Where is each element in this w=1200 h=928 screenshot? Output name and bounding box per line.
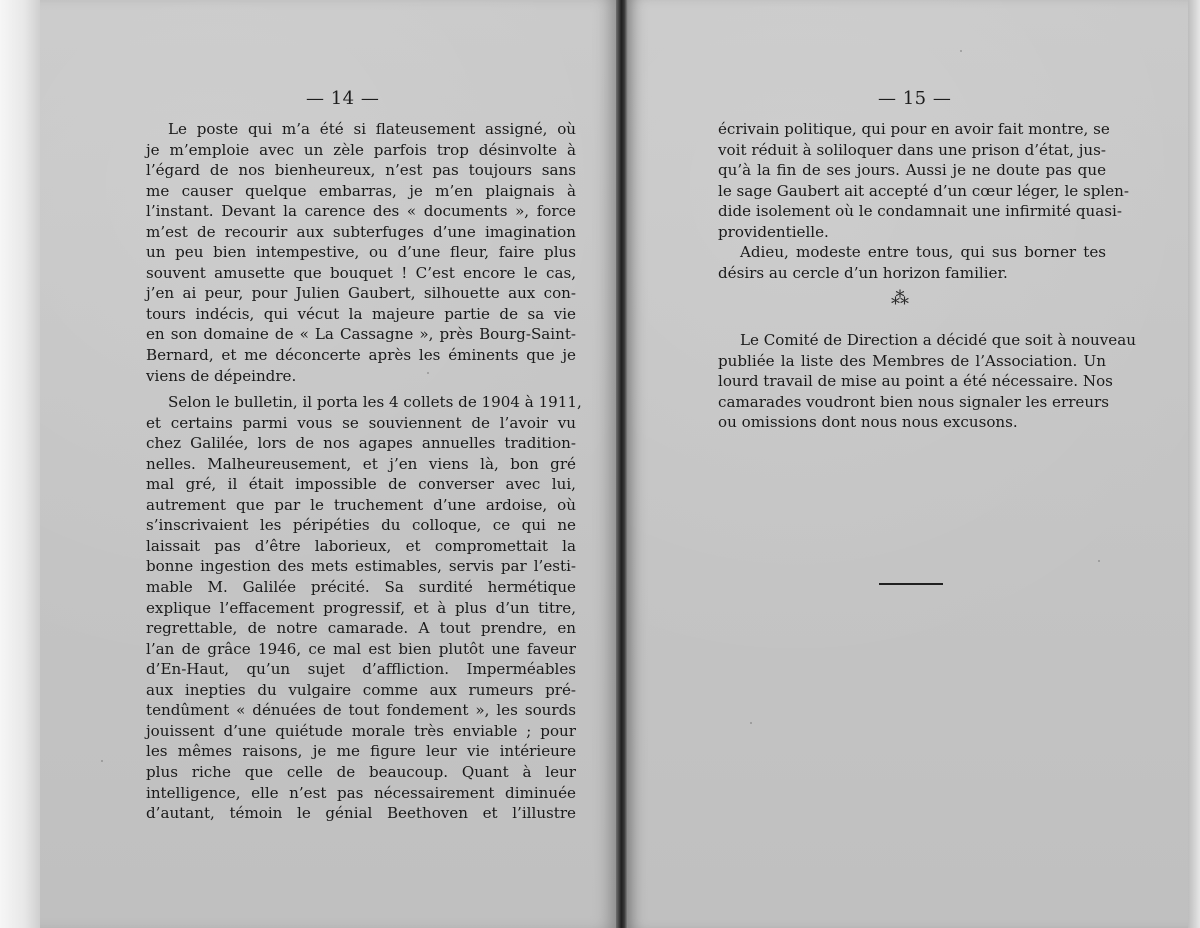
- text-line: m’est de recourir aux subterfuges d’une imagination: [146, 222, 576, 241]
- text-line: tours indécis, qui vécut la majeure partie de sa vie: [146, 304, 576, 323]
- text-line: jouissent d’une quiétude morale très enviable ; pour: [146, 721, 576, 740]
- left-paragraph-1: [146, 119, 576, 386]
- right-page-edge: [1188, 0, 1200, 928]
- text-line: un peu bien intempestive, ou d’une fleur, faire plus: [146, 243, 576, 262]
- text-line: tendûment « dénuées de tout fondement », les sourds: [146, 701, 576, 720]
- text-line: camarades voudront bien nous signaler les erreurs: [718, 392, 1110, 411]
- text-line: me causer quelque embarras, je m’en plaignais à: [146, 181, 576, 200]
- text-line: l’égard de nos bienheureux, n’est pas toujours sans: [146, 161, 576, 180]
- paper-speck: [1098, 560, 1100, 562]
- left-page-edge: [0, 0, 40, 928]
- text-line: Bernard, et me déconcerte après les éminents que je: [146, 346, 576, 365]
- text-line: autrement que par le truchement d’une ardoise, où: [146, 495, 576, 514]
- notice-body: [718, 330, 1136, 433]
- text-line: Adieu, modeste entre tous, qui sus borner tes: [740, 243, 1106, 262]
- text-line: écrivain politique, qui pour en avoir fait montre, se: [718, 120, 1110, 138]
- text-line: explique l’effacement progressif, et à plus d’un titre,: [146, 598, 576, 617]
- right-page-body: [718, 119, 1129, 283]
- right-page-number: — 15 —: [878, 88, 952, 109]
- text-line: viens de dépeindre.: [146, 366, 297, 385]
- text-line: et certains parmi vous se souviennent de l’avoir vu: [146, 413, 576, 432]
- left-page-body: [146, 119, 582, 824]
- text-line: chez Galilée, lors de nos agapes annuelles tradition-: [146, 434, 576, 453]
- text-line: l’instant. Devant la carence des « documents », force: [146, 202, 576, 221]
- left-page: [40, 0, 616, 928]
- text-line: Selon le bulletin, il porta les 4 collets de 1904 à 1911,: [168, 393, 582, 412]
- text-line: l’an de grâce 1946, ce mal est bien plutôt une faveur: [146, 639, 576, 658]
- text-line: ou omissions dont nous nous excusons.: [718, 413, 1018, 432]
- paper-speck: [101, 760, 103, 762]
- text-line: les mêmes raisons, je me figure leur vie intérieure: [146, 742, 576, 761]
- left-page-number: — 14 —: [306, 88, 380, 109]
- book-spine: [616, 0, 628, 928]
- text-line: voit réduit à soliloquer dans une prison d’état, jus-: [718, 140, 1106, 159]
- text-line: plus riche que celle de beaucoup. Quant à leur: [146, 762, 576, 781]
- text-line: providentielle.: [718, 222, 829, 241]
- text-line: mal gré, il était impossible de converser avec lui,: [146, 475, 576, 494]
- text-line: laissait pas d’être laborieux, et compromettait la: [146, 536, 576, 555]
- paper-speck: [960, 50, 962, 52]
- text-line: dide isolement où le condamnait une infirmité quasi-: [718, 202, 1122, 221]
- text-line: intelligence, elle n’est pas nécessairement diminuée: [146, 783, 576, 802]
- text-line: qu’à la fin de ses jours. Aussi je ne doute pas que: [718, 161, 1106, 180]
- text-line: je m’emploie avec un zèle parfois trop désinvolte à: [146, 140, 576, 159]
- paper-speck: [750, 722, 752, 724]
- text-line: s’inscrivaient les péripéties du colloque, ce qui ne: [146, 516, 576, 535]
- text-line: Le Comité de Direction a décidé que soit à nouveau: [740, 331, 1136, 349]
- text-line: regrettable, de notre camarade. A tout prendre, en: [146, 619, 576, 638]
- right-paragraph-2: [718, 242, 1106, 283]
- text-line: désirs au cercle d’un horizon familier.: [718, 263, 1008, 282]
- text-line: le sage Gaubert ait accepté d’un cœur léger, le splen-: [718, 181, 1129, 200]
- text-line: j’en ai peur, pour Julien Gaubert, silhouette aux con-: [146, 284, 576, 303]
- right-page: [628, 0, 1188, 928]
- text-line: en son domaine de « La Cassagne », près Bourg-Saint-: [146, 325, 576, 344]
- text-line: mable M. Galilée précité. Sa surdité hermétique: [146, 578, 576, 597]
- text-line: lourd travail de mise au point a été nécessaire. Nos: [718, 372, 1113, 391]
- text-line: d’autant, témoin le génial Beethoven et l’illustre: [146, 804, 576, 823]
- text-line: bonne ingestion des mets estimables, servis par l’esti-: [146, 557, 576, 576]
- text-line: aux inepties du vulgaire comme aux rumeurs pré-: [146, 680, 576, 699]
- text-line: souvent amusette que bouquet ! C’est encore le cas,: [146, 263, 576, 282]
- paper-speck: [573, 213, 575, 215]
- paper-speck: [427, 372, 429, 374]
- right-paragraph-1: [718, 119, 1129, 242]
- text-line: nelles. Malheureusement, et j’en viens là, bon gré: [146, 454, 576, 473]
- text-line: publiée la liste des Membres de l’Association. Un: [718, 351, 1106, 370]
- asterism-ornament: ⁂: [891, 288, 909, 309]
- end-rule-divider: [879, 583, 943, 585]
- left-paragraph-2: [146, 392, 582, 823]
- text-line: d’En-Haut, qu’un sujet d’affliction. Imperméables: [146, 660, 576, 679]
- text-line: Le poste qui m’a été si flateusement assigné, où: [168, 120, 576, 138]
